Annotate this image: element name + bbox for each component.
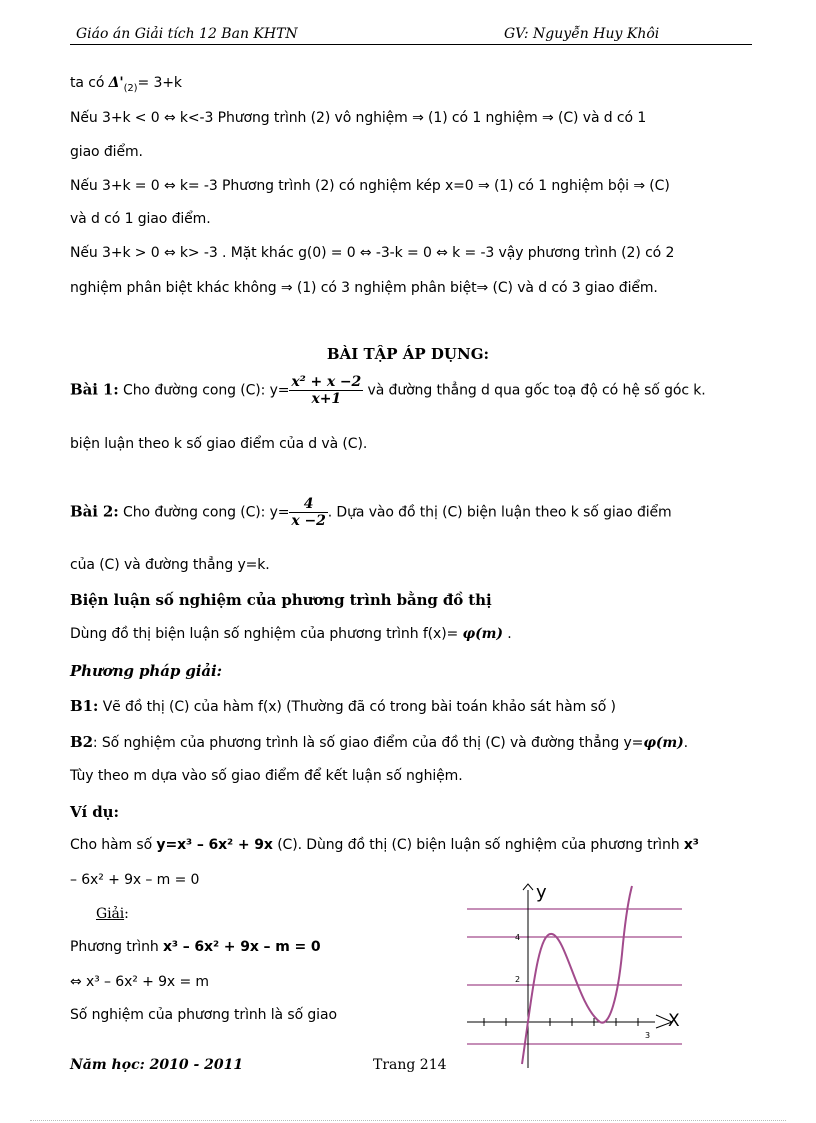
y-axis-arrow — [523, 884, 533, 890]
footer-year: Năm học: 2010 - 2011 — [70, 1057, 244, 1073]
exercise-1: Bài 1: Cho đường cong (C): y= $\frac{\text{x² + x −2}}{x+1}$ và đường thẳng d qua gốc toạ độ có hệ số góc k. — [70, 374, 706, 407]
line-delta: ta có $\Delta'_{(2)}= 3+k$ — [70, 75, 182, 94]
y-tick-4: 4 — [515, 933, 521, 942]
exercise-2-cont: của (C) và đường thẳng y=k. — [70, 557, 270, 573]
cubic-graph — [460, 876, 690, 1071]
x-axis-label: X — [668, 1011, 680, 1031]
page-bottom-divider — [30, 1120, 786, 1121]
solution-label: Giải: — [96, 906, 129, 922]
example-line-2: – 6x² + 9x – m = 0 — [70, 872, 200, 888]
x-tick-3: 3 — [645, 1031, 651, 1040]
line-case-3-cont: nghiệm phân biệt khác không ⇒ (1) có 3 nghiệm phân biệt⇒ (C) và d có 3 giao điểm. — [70, 280, 658, 296]
method-intro: Dùng đồ thị biện luận số nghiệm của phương trình f(x)= φ(m) . — [70, 626, 512, 642]
line-case-3: Nếu 3+k > 0 ⇔ k> -3 . Mặt khác g(0) = 0 ⇔ -3-k = 0 ⇔ k = -3 vậy phương trình (2) có 2 — [70, 245, 675, 261]
line-case-1: Nếu 3+k < 0 ⇔ k<-3 Phương trình (2) vô nghiệm ⇒ (1) có 1 nghiệm ⇒ (C) và d có 1 — [70, 110, 647, 126]
section-title: BÀI TẬP ÁP DỤNG: — [326, 345, 490, 363]
exercise-2: Bài 2: Cho đường cong (C): y= $\frac{4}{x -2}$ . Dựa vào đồ thị (C) biện luận theo k số giao điểm — [70, 496, 672, 529]
example-label: Ví dụ: — [70, 803, 119, 821]
line-case-2-cont: và d có 1 giao điểm. — [70, 211, 211, 227]
page-header — [70, 26, 752, 45]
step-b2: B2: Số nghiệm của phương trình là số giao điểm của đồ thị (C) và đường thẳng y=φ(m). — [70, 733, 689, 751]
method-heading: Biện luận số nghiệm của phương trình bằng đồ thị — [70, 591, 492, 609]
fraction-bai2: $\frac{4}{x -2}$ — [291, 496, 326, 529]
header-left: Giáo án Giải tích 12 Ban KHTN — [76, 26, 298, 42]
footer-page: Trang 214 — [373, 1057, 447, 1073]
y-tick-2: 2 — [515, 975, 521, 984]
solution-line-1: Phương trình x³ – 6x² + 9x – m = 0 — [70, 939, 321, 955]
exercise-1-cont: biện luận theo k số giao điểm của d và (C). — [70, 436, 368, 452]
line-case-2: Nếu 3+k = 0 ⇔ k= -3 Phương trình (2) có nghiệm kép x=0 ⇒ (1) có 1 nghiệm bội ⇒ (C) — [70, 178, 670, 194]
header-right: GV: Nguyễn Huy Khôi — [504, 26, 660, 42]
step-b1: B1: Vẽ đồ thị (C) của hàm f(x) (Thường đã có trong bài toán khảo sát hàm số ) — [70, 697, 616, 715]
method-label: Phương pháp giải: — [70, 662, 222, 680]
fraction-bai1: $\frac{\text{x² + x −2}}{x+1}$ — [291, 374, 362, 407]
example-line-1: Cho hàm số y=x³ – 6x² + 9x (C). Dùng đồ thị (C) biện luận số nghiệm của phương trình x³ — [70, 837, 699, 853]
solution-line-3: Số nghiệm của phương trình là số giao — [70, 1007, 337, 1023]
cubic-curve — [522, 886, 632, 1064]
step-b3: Tùy theo m dựa vào số giao điểm để kết luận số nghiệm. — [70, 768, 463, 784]
y-axis-label: y — [536, 882, 547, 903]
solution-line-2: ⇔ x³ – 6x² + 9x = m — [70, 974, 209, 990]
line-case-1-cont: giao điểm. — [70, 144, 143, 160]
